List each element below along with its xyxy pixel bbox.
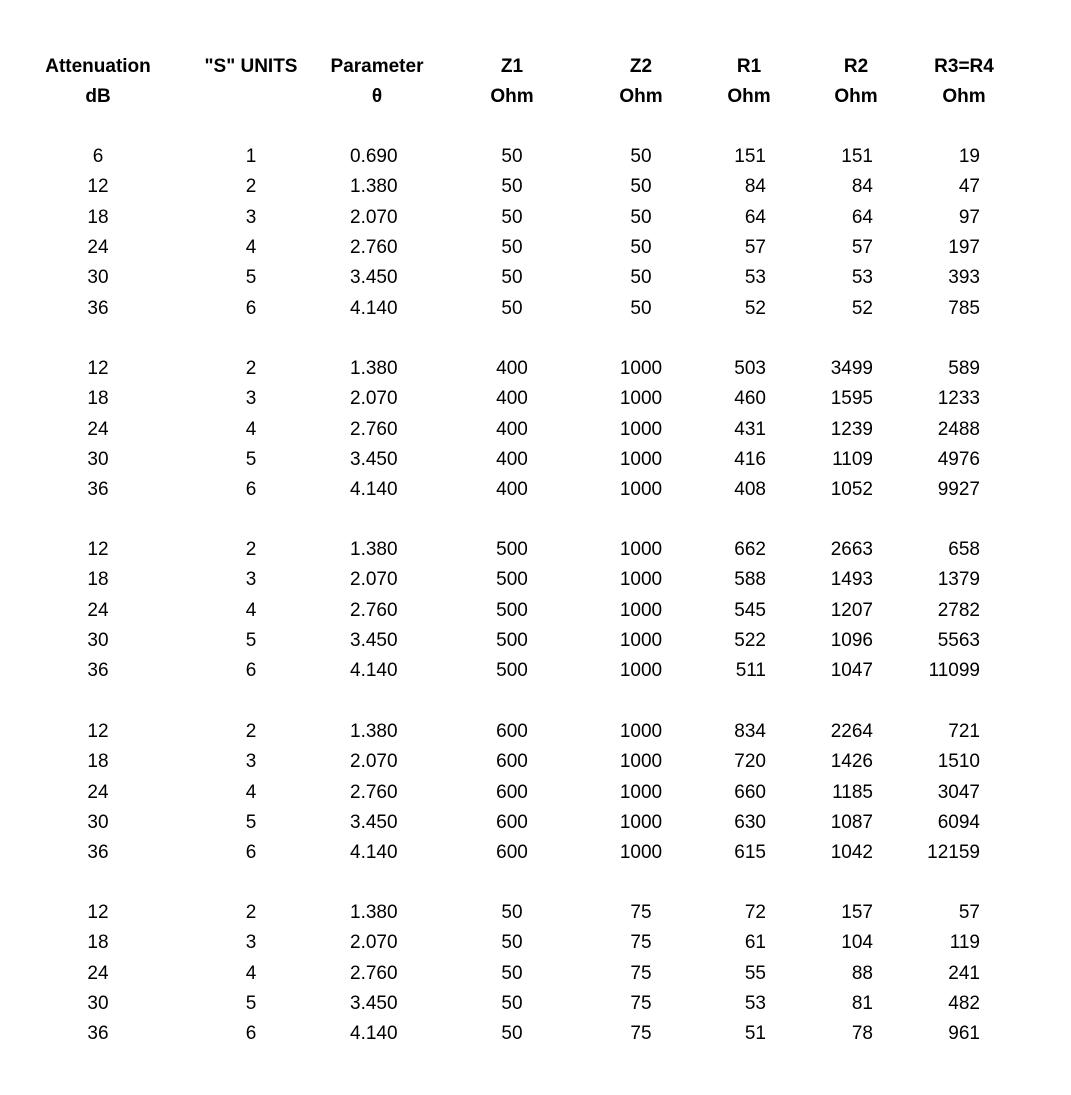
cell-s-units: 5	[245, 267, 257, 289]
cell-s-units: 6	[245, 660, 257, 682]
cell-parameter: 2.070	[350, 388, 398, 410]
cell-r3-r4: 11099	[928, 660, 980, 682]
cell-z2: 1000	[619, 629, 663, 651]
cell-parameter: 3.450	[350, 992, 398, 1014]
cell-parameter: 4.140	[350, 1023, 398, 1045]
cell-z2: 75	[630, 962, 652, 984]
cell-r2: 3499	[830, 358, 873, 379]
header-attenuation-unit: dB	[85, 86, 111, 107]
cell-z2: 1000	[619, 781, 663, 803]
cell-r1: 662	[734, 539, 766, 560]
cell-r1: 522	[734, 629, 766, 651]
cell-z1: 400	[496, 448, 528, 470]
header-z1-unit: Ohm	[490, 86, 534, 107]
cell-r1: 52	[744, 297, 766, 319]
cell-r3-r4: 4976	[937, 448, 980, 470]
cell-r2: 64	[851, 206, 873, 228]
cell-z2: 1000	[619, 539, 663, 560]
header-parameter: Parameter	[330, 56, 424, 77]
cell-s-units: 4	[245, 418, 257, 440]
cell-attenuation-db: 30	[87, 811, 109, 833]
cell-parameter: 1.380	[350, 539, 398, 560]
cell-r3-r4: 197	[948, 236, 980, 258]
cell-z2: 1000	[619, 842, 663, 864]
cell-r1: 72	[744, 902, 766, 923]
cell-attenuation-db: 30	[87, 629, 109, 651]
cell-z2: 1000	[619, 388, 663, 410]
cell-r2: 1087	[830, 811, 873, 833]
cell-parameter: 2.760	[350, 418, 398, 440]
cell-s-units: 4	[245, 962, 257, 984]
cell-z1: 50	[501, 1023, 523, 1045]
header-r1: R1	[736, 56, 762, 77]
cell-r1: 834	[734, 721, 766, 742]
cell-s-units: 2	[245, 902, 257, 923]
cell-s-units: 3	[245, 206, 257, 228]
cell-r2: 1047	[830, 660, 873, 682]
cell-z2: 1000	[619, 721, 663, 742]
cell-r1: 84	[744, 176, 766, 198]
cell-r2: 57	[851, 236, 873, 258]
cell-s-units: 3	[245, 932, 257, 954]
cell-z2: 75	[630, 932, 652, 954]
cell-r2: 1239	[830, 418, 873, 440]
header-z2-unit: Ohm	[619, 86, 663, 107]
cell-parameter: 3.450	[350, 811, 398, 833]
cell-parameter: 2.070	[350, 932, 398, 954]
cell-attenuation-db: 12	[87, 176, 109, 198]
cell-z1: 50	[501, 992, 523, 1014]
cell-z1: 500	[496, 629, 528, 651]
cell-attenuation-db: 18	[87, 388, 109, 410]
cell-z1: 600	[496, 811, 528, 833]
cell-r3-r4: 3047	[937, 781, 980, 803]
cell-attenuation-db: 36	[87, 842, 109, 864]
cell-parameter: 4.140	[350, 479, 398, 501]
cell-parameter: 4.140	[350, 297, 398, 319]
cell-r1: 57	[744, 236, 766, 258]
cell-parameter: 4.140	[350, 842, 398, 864]
cell-z2: 1000	[619, 418, 663, 440]
cell-z1: 600	[496, 781, 528, 803]
cell-r3-r4: 119	[949, 932, 980, 954]
cell-z2: 50	[630, 267, 652, 289]
cell-s-units: 3	[245, 388, 257, 410]
cell-z2: 75	[630, 1023, 652, 1045]
cell-r2: 78	[851, 1023, 873, 1045]
header-attenuation: Attenuation	[45, 56, 151, 77]
cell-r3-r4: 9927	[937, 479, 980, 501]
cell-r2: 157	[841, 902, 873, 923]
cell-z2: 1000	[619, 358, 663, 379]
cell-r1: 408	[734, 479, 766, 501]
cell-z2: 50	[630, 176, 652, 198]
cell-s-units: 5	[245, 811, 257, 833]
cell-z2: 50	[630, 236, 652, 258]
cell-s-units: 4	[245, 599, 257, 621]
cell-r1: 416	[734, 448, 766, 470]
cell-r1: 630	[734, 811, 766, 833]
cell-z2: 50	[630, 146, 652, 167]
cell-parameter: 2.070	[350, 569, 398, 591]
cell-r2: 81	[851, 992, 873, 1014]
cell-r3-r4: 12159	[927, 842, 980, 864]
cell-attenuation-db: 18	[87, 206, 109, 228]
cell-attenuation-db: 24	[87, 962, 109, 984]
header-s-units: "S" UNITS	[204, 56, 298, 77]
cell-z1: 500	[496, 569, 528, 591]
cell-z1: 600	[496, 842, 528, 864]
cell-r3-r4: 2782	[937, 599, 980, 621]
cell-parameter: 2.760	[350, 781, 398, 803]
cell-r3-r4: 97	[958, 206, 980, 228]
cell-z2: 1000	[619, 660, 663, 682]
cell-r2: 1096	[830, 629, 873, 651]
cell-s-units: 4	[245, 236, 257, 258]
cell-z1: 50	[501, 206, 523, 228]
header-r2: R2	[843, 56, 869, 77]
header-z1: Z1	[500, 56, 524, 77]
cell-z1: 400	[496, 479, 528, 501]
cell-r1: 64	[744, 206, 766, 228]
cell-z2: 1000	[619, 479, 663, 501]
cell-r2: 1109	[832, 448, 873, 470]
cell-parameter: 2.760	[350, 599, 398, 621]
cell-r1: 460	[734, 388, 766, 410]
cell-z1: 50	[501, 932, 523, 954]
cell-z1: 500	[496, 539, 528, 560]
cell-r3-r4: 589	[948, 358, 980, 379]
cell-parameter: 3.450	[350, 267, 398, 289]
cell-attenuation-db: 36	[87, 660, 109, 682]
cell-attenuation-db: 24	[87, 236, 109, 258]
cell-r1: 615	[734, 842, 766, 864]
cell-r1: 51	[744, 1023, 766, 1045]
cell-attenuation-db: 18	[87, 751, 109, 773]
cell-s-units: 2	[245, 721, 257, 742]
cell-z2: 1000	[619, 448, 663, 470]
cell-z2: 50	[630, 297, 652, 319]
cell-r3-r4: 2488	[937, 418, 980, 440]
cell-z1: 600	[496, 751, 528, 773]
cell-s-units: 6	[245, 1023, 257, 1045]
cell-parameter: 1.380	[350, 358, 398, 379]
cell-attenuation-db: 30	[87, 448, 109, 470]
cell-r1: 53	[744, 992, 766, 1014]
cell-r3-r4: 1233	[937, 388, 980, 410]
cell-parameter: 2.760	[350, 236, 398, 258]
cell-z2: 1000	[619, 599, 663, 621]
cell-attenuation-db: 6	[92, 146, 104, 167]
cell-r3-r4: 47	[958, 176, 980, 198]
cell-z1: 50	[501, 902, 523, 923]
cell-attenuation-db: 24	[87, 418, 109, 440]
cell-s-units: 2	[245, 358, 257, 379]
cell-s-units: 5	[245, 629, 257, 651]
cell-r1: 660	[734, 781, 766, 803]
cell-attenuation-db: 12	[87, 358, 109, 379]
cell-z2: 75	[630, 902, 652, 923]
cell-attenuation-db: 12	[87, 721, 109, 742]
cell-r2: 52	[851, 297, 873, 319]
cell-r3-r4: 482	[948, 992, 980, 1014]
cell-r2: 1207	[830, 599, 873, 621]
cell-attenuation-db: 36	[87, 479, 109, 501]
cell-parameter: 3.450	[350, 629, 398, 651]
cell-r3-r4: 241	[948, 962, 980, 984]
cell-r1: 511	[735, 660, 766, 682]
cell-r2: 151	[841, 146, 873, 167]
cell-s-units: 3	[245, 569, 257, 591]
cell-s-units: 3	[245, 751, 257, 773]
cell-z1: 500	[496, 599, 528, 621]
cell-s-units: 5	[245, 992, 257, 1014]
cell-r3-r4: 1379	[937, 569, 980, 591]
cell-z1: 50	[501, 146, 523, 167]
cell-r1: 431	[734, 418, 766, 440]
cell-parameter: 0.690	[350, 146, 398, 167]
cell-parameter: 2.070	[350, 751, 398, 773]
cell-z1: 50	[501, 176, 523, 198]
header-parameter-symbol: θ	[371, 86, 383, 107]
header-r3-r4-unit: Ohm	[942, 86, 986, 107]
cell-r2: 1595	[830, 388, 873, 410]
cell-r1: 503	[734, 358, 766, 379]
cell-parameter: 2.760	[350, 962, 398, 984]
cell-r2: 1185	[832, 781, 873, 803]
cell-r1: 545	[734, 599, 766, 621]
cell-s-units: 6	[245, 842, 257, 864]
cell-attenuation-db: 24	[87, 781, 109, 803]
cell-r3-r4: 5563	[937, 629, 980, 651]
header-r1-unit: Ohm	[727, 86, 771, 107]
cell-attenuation-db: 36	[87, 1023, 109, 1045]
cell-parameter: 1.380	[350, 721, 398, 742]
cell-z1: 400	[496, 418, 528, 440]
cell-r2: 88	[851, 962, 873, 984]
cell-z1: 50	[501, 267, 523, 289]
cell-r2: 1426	[830, 751, 873, 773]
cell-z1: 50	[501, 297, 523, 319]
cell-z2: 50	[630, 206, 652, 228]
cell-z1: 400	[496, 358, 528, 379]
cell-r2: 1493	[830, 569, 873, 591]
cell-z2: 1000	[619, 811, 663, 833]
cell-s-units: 6	[245, 297, 257, 319]
cell-r2: 2264	[830, 721, 873, 742]
header-r2-unit: Ohm	[834, 86, 878, 107]
cell-r2: 2663	[830, 539, 873, 560]
cell-r3-r4: 961	[948, 1023, 980, 1045]
cell-r1: 588	[734, 569, 766, 591]
cell-parameter: 1.380	[350, 176, 398, 198]
cell-s-units: 5	[245, 448, 257, 470]
cell-s-units: 2	[245, 539, 257, 560]
cell-s-units: 1	[245, 146, 257, 167]
cell-r3-r4: 393	[948, 267, 980, 289]
cell-r1: 53	[744, 267, 766, 289]
cell-r2: 53	[851, 267, 873, 289]
cell-parameter: 1.380	[350, 902, 398, 923]
cell-z1: 600	[496, 721, 528, 742]
cell-r1: 151	[734, 146, 766, 167]
cell-r3-r4: 57	[958, 902, 980, 923]
cell-attenuation-db: 30	[87, 267, 109, 289]
cell-attenuation-db: 12	[87, 902, 109, 923]
cell-r3-r4: 6094	[937, 811, 980, 833]
cell-r1: 720	[734, 751, 766, 773]
cell-attenuation-db: 18	[87, 569, 109, 591]
cell-z2: 1000	[619, 569, 663, 591]
header-r3-r4: R3=R4	[934, 56, 994, 77]
cell-parameter: 3.450	[350, 448, 398, 470]
cell-r3-r4: 1510	[937, 751, 980, 773]
cell-z1: 400	[496, 388, 528, 410]
cell-z1: 50	[501, 962, 523, 984]
cell-r1: 55	[744, 962, 766, 984]
cell-r3-r4: 658	[948, 539, 980, 560]
cell-r3-r4: 721	[948, 721, 980, 742]
cell-z1: 50	[501, 236, 523, 258]
cell-parameter: 4.140	[350, 660, 398, 682]
cell-r2: 104	[841, 932, 873, 954]
cell-z2: 1000	[619, 751, 663, 773]
cell-parameter: 2.070	[350, 206, 398, 228]
cell-attenuation-db: 36	[87, 297, 109, 319]
cell-attenuation-db: 30	[87, 992, 109, 1014]
cell-r2: 1042	[830, 842, 873, 864]
cell-r2: 84	[851, 176, 873, 198]
cell-attenuation-db: 12	[87, 539, 109, 560]
cell-r3-r4: 19	[958, 146, 980, 167]
cell-s-units: 4	[245, 781, 257, 803]
cell-r1: 61	[744, 932, 766, 954]
cell-r2: 1052	[830, 479, 873, 501]
cell-z2: 75	[630, 992, 652, 1014]
header-z2: Z2	[629, 56, 653, 77]
cell-s-units: 6	[245, 479, 257, 501]
cell-attenuation-db: 18	[87, 932, 109, 954]
cell-r3-r4: 785	[948, 297, 980, 319]
cell-z1: 500	[496, 660, 528, 682]
cell-attenuation-db: 24	[87, 599, 109, 621]
cell-s-units: 2	[245, 176, 257, 198]
